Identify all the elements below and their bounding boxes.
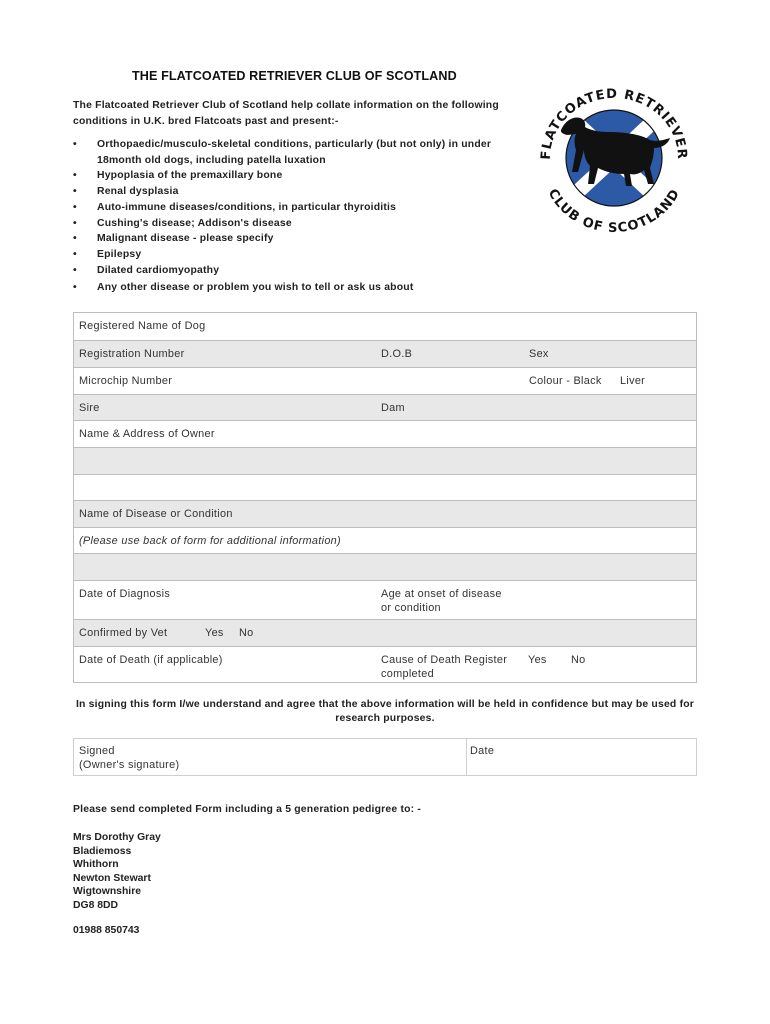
row-diagnosis[interactable] [74, 581, 696, 620]
condition-text: Hypoplasia of the premaxillary bone [97, 170, 283, 182]
registration-number-label: Registration Number [79, 348, 185, 360]
row-owner-line-3[interactable] [74, 475, 696, 501]
owner-label: Name & Address of Owner [79, 428, 215, 440]
row-back-note[interactable] [74, 528, 696, 554]
address-line: Whithorn [73, 859, 119, 870]
bullet: • [73, 186, 77, 198]
list-item [73, 278, 513, 296]
address-line: Wigtownshire [73, 886, 142, 897]
bullet: • [73, 264, 77, 276]
dob-label: D.O.B [381, 348, 413, 360]
condition-text: Orthopaedic/musculo-skeletal conditions, particularly (but not only) in under 18month old dogs, including patella luxation [97, 139, 492, 166]
cause-no-option[interactable]: No [571, 654, 586, 666]
row-sire-dam[interactable] [74, 395, 696, 421]
condition-text: Cushing's disease; Addison's disease [97, 217, 292, 229]
cause-yes-option[interactable]: Yes [528, 654, 547, 666]
list-item [73, 216, 513, 232]
bullet: • [73, 217, 77, 229]
condition-text: Dilated cardiomyopathy [97, 264, 220, 276]
registered-name-label: Registered Name of Dog [79, 320, 206, 332]
confirmed-by-vet-label: Confirmed by Vet [79, 627, 168, 639]
condition-text: Auto-immune diseases/conditions, in particular thyroiditis [97, 201, 397, 213]
liver-option[interactable]: Liver [620, 375, 646, 387]
row-registration[interactable] [74, 341, 696, 368]
logo-text-bottom: CLUB OF SCOTLAND [544, 186, 684, 236]
date-label: Date [470, 745, 495, 757]
row-death[interactable] [74, 647, 696, 684]
date-of-diagnosis-label: Date of Diagnosis [79, 588, 171, 600]
owner-signature-label: (Owner's signature) [79, 759, 180, 771]
row-disease-line-2[interactable] [74, 554, 696, 581]
date-of-death-label: Date of Death (if applicable) [79, 654, 223, 666]
page-title: THE FLATCOATED RETRIEVER CLUB OF SCOTLAND [132, 69, 457, 83]
club-logo [528, 76, 700, 236]
colour-label: Colour - Black [529, 375, 602, 387]
row-owner-line-2[interactable] [74, 448, 696, 475]
conditions-list [73, 137, 513, 296]
bullet: • [73, 233, 77, 245]
signed-label: Signed [79, 745, 115, 757]
row-confirmed-vet[interactable] [74, 620, 696, 647]
disease-label: Name of Disease or Condition [79, 508, 233, 520]
list-item [73, 200, 513, 216]
condition-text: Epilepsy [97, 248, 142, 260]
age-onset-label-line-2: or condition [381, 602, 441, 614]
address-line: DG8 8DD [73, 899, 119, 911]
signature-divider [466, 739, 467, 775]
row-disease[interactable] [74, 501, 696, 528]
list-item [73, 231, 513, 247]
microchip-label: Microchip Number [79, 375, 173, 387]
back-of-form-note: (Please use back of form for additional information) [79, 535, 341, 547]
row-registered-name[interactable] [74, 313, 696, 341]
row-microchip[interactable] [74, 368, 696, 395]
list-item [73, 168, 513, 184]
bullet: • [73, 201, 77, 213]
list-item [73, 137, 513, 168]
consent-statement: In signing this form I/we understand and agree that the above information will be held in confidence but may be used for research purposes. [75, 699, 695, 724]
phone-number: 01988 850743 [73, 925, 140, 936]
list-item [73, 263, 513, 279]
logo-text-top: FLATCOATED RETRIEVER [538, 86, 690, 161]
condition-text: Any other disease or problem you wish to tell or ask us about [97, 282, 414, 294]
list-item [73, 247, 513, 263]
address-line: Newton Stewart [73, 872, 151, 884]
dog-details-form [73, 312, 697, 683]
bullet: • [73, 139, 77, 150]
dam-label: Dam [381, 402, 405, 414]
signature-box[interactable] [73, 738, 697, 776]
vet-yes-option[interactable]: Yes [205, 627, 224, 639]
address-line: Bladiemoss [73, 845, 132, 857]
cause-of-death-label-line-1: Cause of Death Register [381, 654, 508, 666]
age-onset-label-line-1: Age at onset of disease [381, 588, 502, 600]
list-item [73, 184, 513, 200]
postal-address [73, 831, 161, 912]
bullet: • [73, 248, 77, 260]
cause-of-death-label-line-2: completed [381, 668, 434, 680]
bullet: • [73, 282, 77, 294]
row-owner[interactable] [74, 421, 696, 448]
send-instructions: Please send completed Form including a 5 generation pedigree to: - [73, 804, 422, 815]
bullet: • [73, 170, 77, 182]
address-line: Mrs Dorothy Gray [73, 832, 161, 843]
sire-label: Sire [79, 402, 100, 414]
intro-text: The Flatcoated Retriever Club of Scotland help collate information on the following conditions in U.K. bred Flatcoats past and present:- [73, 100, 499, 127]
condition-text: Malignant disease - please specify [97, 233, 274, 245]
condition-text: Renal dysplasia [97, 186, 179, 198]
vet-no-option[interactable]: No [239, 627, 254, 639]
sex-label: Sex [529, 348, 549, 360]
